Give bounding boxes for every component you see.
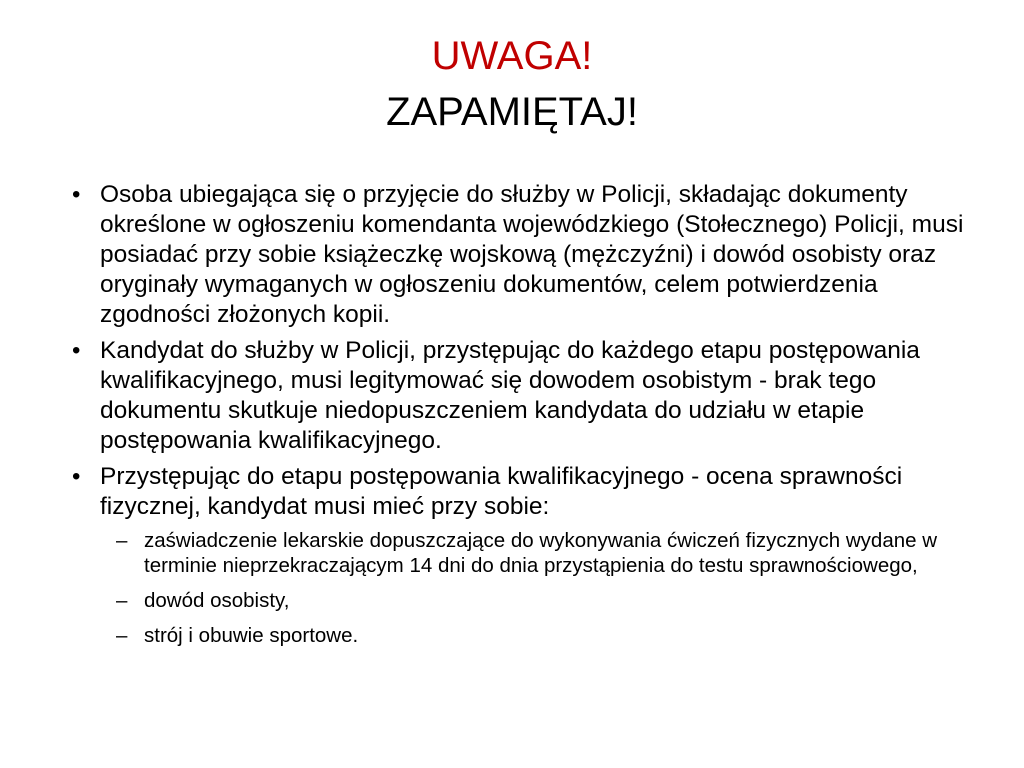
sub-bullet-text: dowód osobisty, [144,589,290,612]
dash-marker: – [116,589,128,612]
dash-marker: – [116,529,128,552]
sub-bullet-item [100,623,972,648]
bullet-list [72,180,972,648]
sub-bullet-list [100,528,972,648]
title-remember: ZAPAMIĘTAJ! [386,90,638,134]
bullet-item [72,462,972,648]
sub-bullet-text: strój i obuwie sportowe. [144,624,359,647]
slide-content [72,180,972,658]
sub-bullet-item [100,588,972,613]
bullet-text: Osoba ubiegająca się o przyjęcie do służby w Policji, składając dokumenty określone w ogłoszeniu komendanta wojewódzkiego (Stołecznego) Policji, musi posiadać przy sobie książeczkę wojskową (mężczyźni) i dowód osobisty oraz oryginały wymaganych w ogłoszeniu dokumentów, celem potwierdzenia zgodności złożonych kopii. [100,181,964,328]
bullet-marker: • [72,463,81,490]
bullet-item [72,336,972,456]
bullet-text: Przystępując do etapu postępowania kwalifikacyjnego - ocena sprawności fizycznej, kandydat musi mieć przy sobie: [100,463,903,520]
bullet-text: Kandydat do służby w Policji, przystępując do każdego etapu postępowania kwalifikacyjnego, musi legitymować się dowodem osobistym - brak tego dokumentu skutkuje niedopuszczeniem kandydata do udziału w etapie postępowania kwalifikacyjnego. [100,337,920,454]
dash-marker: – [116,624,128,647]
title-warning: UWAGA! [431,34,593,78]
bullet-marker: • [72,337,81,364]
bullet-marker: • [72,181,81,208]
slide-title [0,28,1024,140]
bullet-item [72,180,972,330]
sub-bullet-text: zaświadczenie lekarskie dopuszczające do wykonywania ćwiczeń fizycznych wydane w terminie nieprzekraczającym 14 dni do dnia przystąpienia do testu sprawnościowego, [144,529,938,577]
sub-bullet-item [100,528,972,578]
